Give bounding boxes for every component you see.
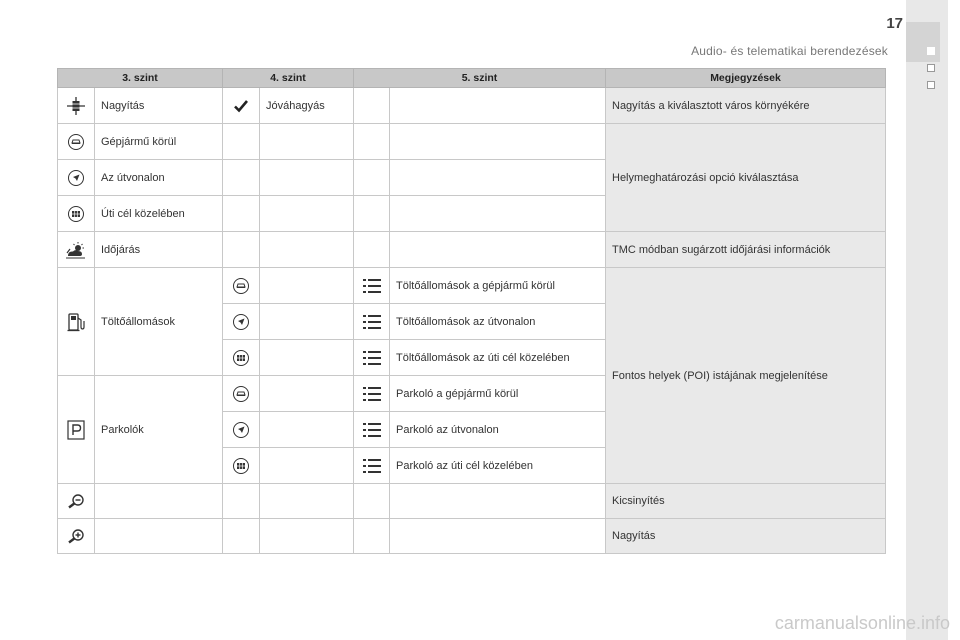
section-title: Audio- és telematikai berendezések <box>691 44 888 58</box>
level3-gepjarmu-korul: Gépjármű körül <box>95 124 223 160</box>
table-row <box>58 232 886 268</box>
level3-uti-cel-kozeleben: Úti cél közelében <box>95 196 223 232</box>
parking-icon <box>67 420 85 440</box>
level5-tolto-uticel: Töltőállomások az úti cél közelében <box>390 340 606 376</box>
menu-table <box>57 68 886 554</box>
table-row <box>58 519 886 554</box>
vehicle-circle-icon <box>232 385 250 403</box>
note-poi: Fontos helyek (POI) istájának megjelenítése <box>606 268 886 484</box>
note-nagyitas-varos: Nagyítás a kiválasztott város környékére <box>606 88 886 124</box>
list-icon <box>363 458 381 474</box>
level3-toltoallomasok: Töltőállomások <box>95 268 223 376</box>
watermark: carmanualsonline.info <box>774 613 950 633</box>
level5-tolto-utvonal: Töltőállomások az útvonalon <box>390 304 606 340</box>
side-strip <box>906 0 948 640</box>
level5-parkolo-uticel: Parkoló az úti cél közelében <box>390 448 606 484</box>
table-row <box>58 124 886 160</box>
list-icon <box>363 278 381 294</box>
nav-square-empty <box>927 64 935 72</box>
page-number: 17 <box>886 15 903 32</box>
table-row <box>58 88 886 124</box>
level5-tolto-gepjarmu: Töltőállomások a gépjármű körül <box>390 268 606 304</box>
table-row <box>58 484 886 519</box>
list-icon <box>363 422 381 438</box>
note-helymeghatarozas: Helymeghatározási opció kiválasztása <box>606 124 886 232</box>
zoom-out-icon <box>66 493 86 509</box>
note-nagyitas: Nagyítás <box>606 519 886 554</box>
nav-square-empty <box>927 81 935 89</box>
vehicle-circle-icon <box>67 133 85 151</box>
note-kicsinyites: Kicsinyítés <box>606 484 886 519</box>
nav-square-filled <box>927 47 935 55</box>
weather-icon <box>65 241 87 259</box>
destination-grid-icon <box>67 205 85 223</box>
header-level3: 3. szint <box>58 69 223 88</box>
header-notes: Megjegyzések <box>606 69 886 88</box>
checkmark-icon <box>234 99 248 113</box>
level3-parkolok: Parkolók <box>95 376 223 484</box>
vehicle-circle-icon <box>232 277 250 295</box>
list-icon <box>363 386 381 402</box>
level3-nagyitas: Nagyítás <box>95 88 223 124</box>
note-tmc: TMC módban sugárzott időjárási információk <box>606 232 886 268</box>
destination-grid-icon <box>232 457 250 475</box>
fuel-pump-icon <box>67 312 85 332</box>
route-arrow-icon <box>232 421 250 439</box>
header-level5: 5. szint <box>354 69 606 88</box>
side-block <box>906 22 940 62</box>
level4-jovahagyas: Jóváhagyás <box>260 88 354 124</box>
list-icon <box>363 314 381 330</box>
header-level4: 4. szint <box>223 69 354 88</box>
destination-grid-icon <box>232 349 250 367</box>
list-icon <box>363 350 381 366</box>
zoom-in-icon <box>66 528 86 544</box>
table-header-row <box>58 69 886 88</box>
route-arrow-icon <box>232 313 250 331</box>
level5-parkolo-utvonal: Parkoló az útvonalon <box>390 412 606 448</box>
zoom-cross-icon <box>66 96 86 116</box>
table-row <box>58 268 886 304</box>
route-arrow-icon <box>67 169 85 187</box>
level3-idojaras: Időjárás <box>95 232 223 268</box>
level5-parkolo-gepjarmu: Parkoló a gépjármű körül <box>390 376 606 412</box>
level3-az-utvonalon: Az útvonalon <box>95 160 223 196</box>
